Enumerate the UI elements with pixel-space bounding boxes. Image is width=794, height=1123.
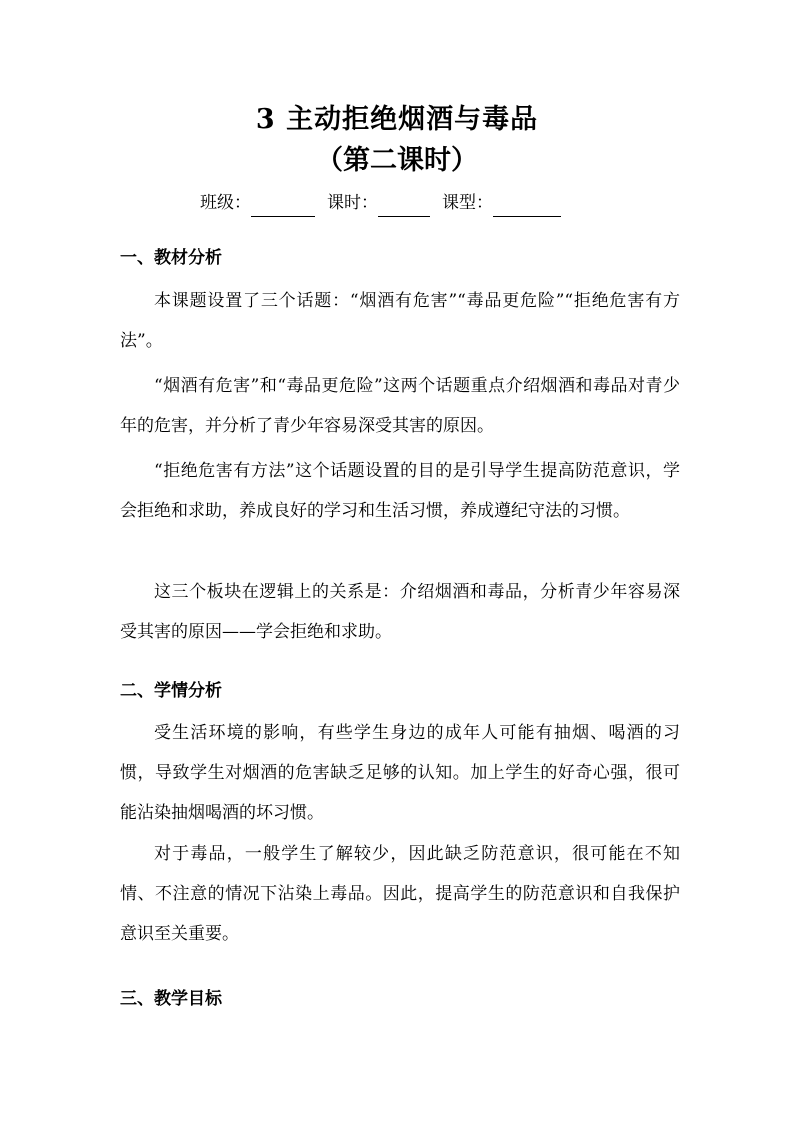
class-blank [251,196,315,217]
materials-paragraph-3: “拒绝危害有方法”这个话题设置的目的是引导学生提高防范意识，学会拒绝和求助，养成良好的学习和生活习惯，养成遵纪守法的习惯。 [120,461,680,521]
type-label: 课型： [442,193,493,213]
lesson-subtitle: （第二课时） [316,145,478,176]
learners-paragraph-1: 受生活环境的影响，有些学生身边的成年人可能有抽烟、喝酒的习惯，导致学生对烟酒的危害缺乏足够的认知。加上学生的好奇心强，很可能沾染抽烟喝酒的坏习惯。 [120,723,680,823]
materials-paragraph-2: “烟酒有危害”和“毒品更危险”这两个话题重点介绍烟酒和毒品对青少年的危害，并分析了青少年容易深受其害的原因。 [120,376,680,436]
section-heading-learners: 二、学情分析 [120,681,222,701]
materials-paragraph-1: 本课题设置了三个话题：“烟酒有危害”“毒品更危险”“拒绝危害有方法”。 [120,291,680,351]
learners-paragraph-2: 对于毒品，一般学生了解较少，因此缺乏防范意识，很可能在不知情、不注意的情况下沾染上毒品。因此，提高学生的防范意识和自我保护意识至关重要。 [120,844,680,944]
lesson-title: 3 主动拒绝烟酒与毒品 [255,104,539,135]
type-blank [493,196,561,217]
materials-paragraph-4: 这三个板块在逻辑上的关系是：介绍烟酒和毒品，分析青少年容易深受其害的原因——学会拒绝和求助。 [120,582,680,642]
lesson-meta-line [200,187,573,217]
period-blank [378,196,430,217]
class-label: 班级： [200,193,251,213]
period-label: 课时： [327,193,378,213]
section-heading-objectives: 三、教学目标 [120,989,222,1009]
section-heading-materials: 一、教材分析 [120,248,222,268]
